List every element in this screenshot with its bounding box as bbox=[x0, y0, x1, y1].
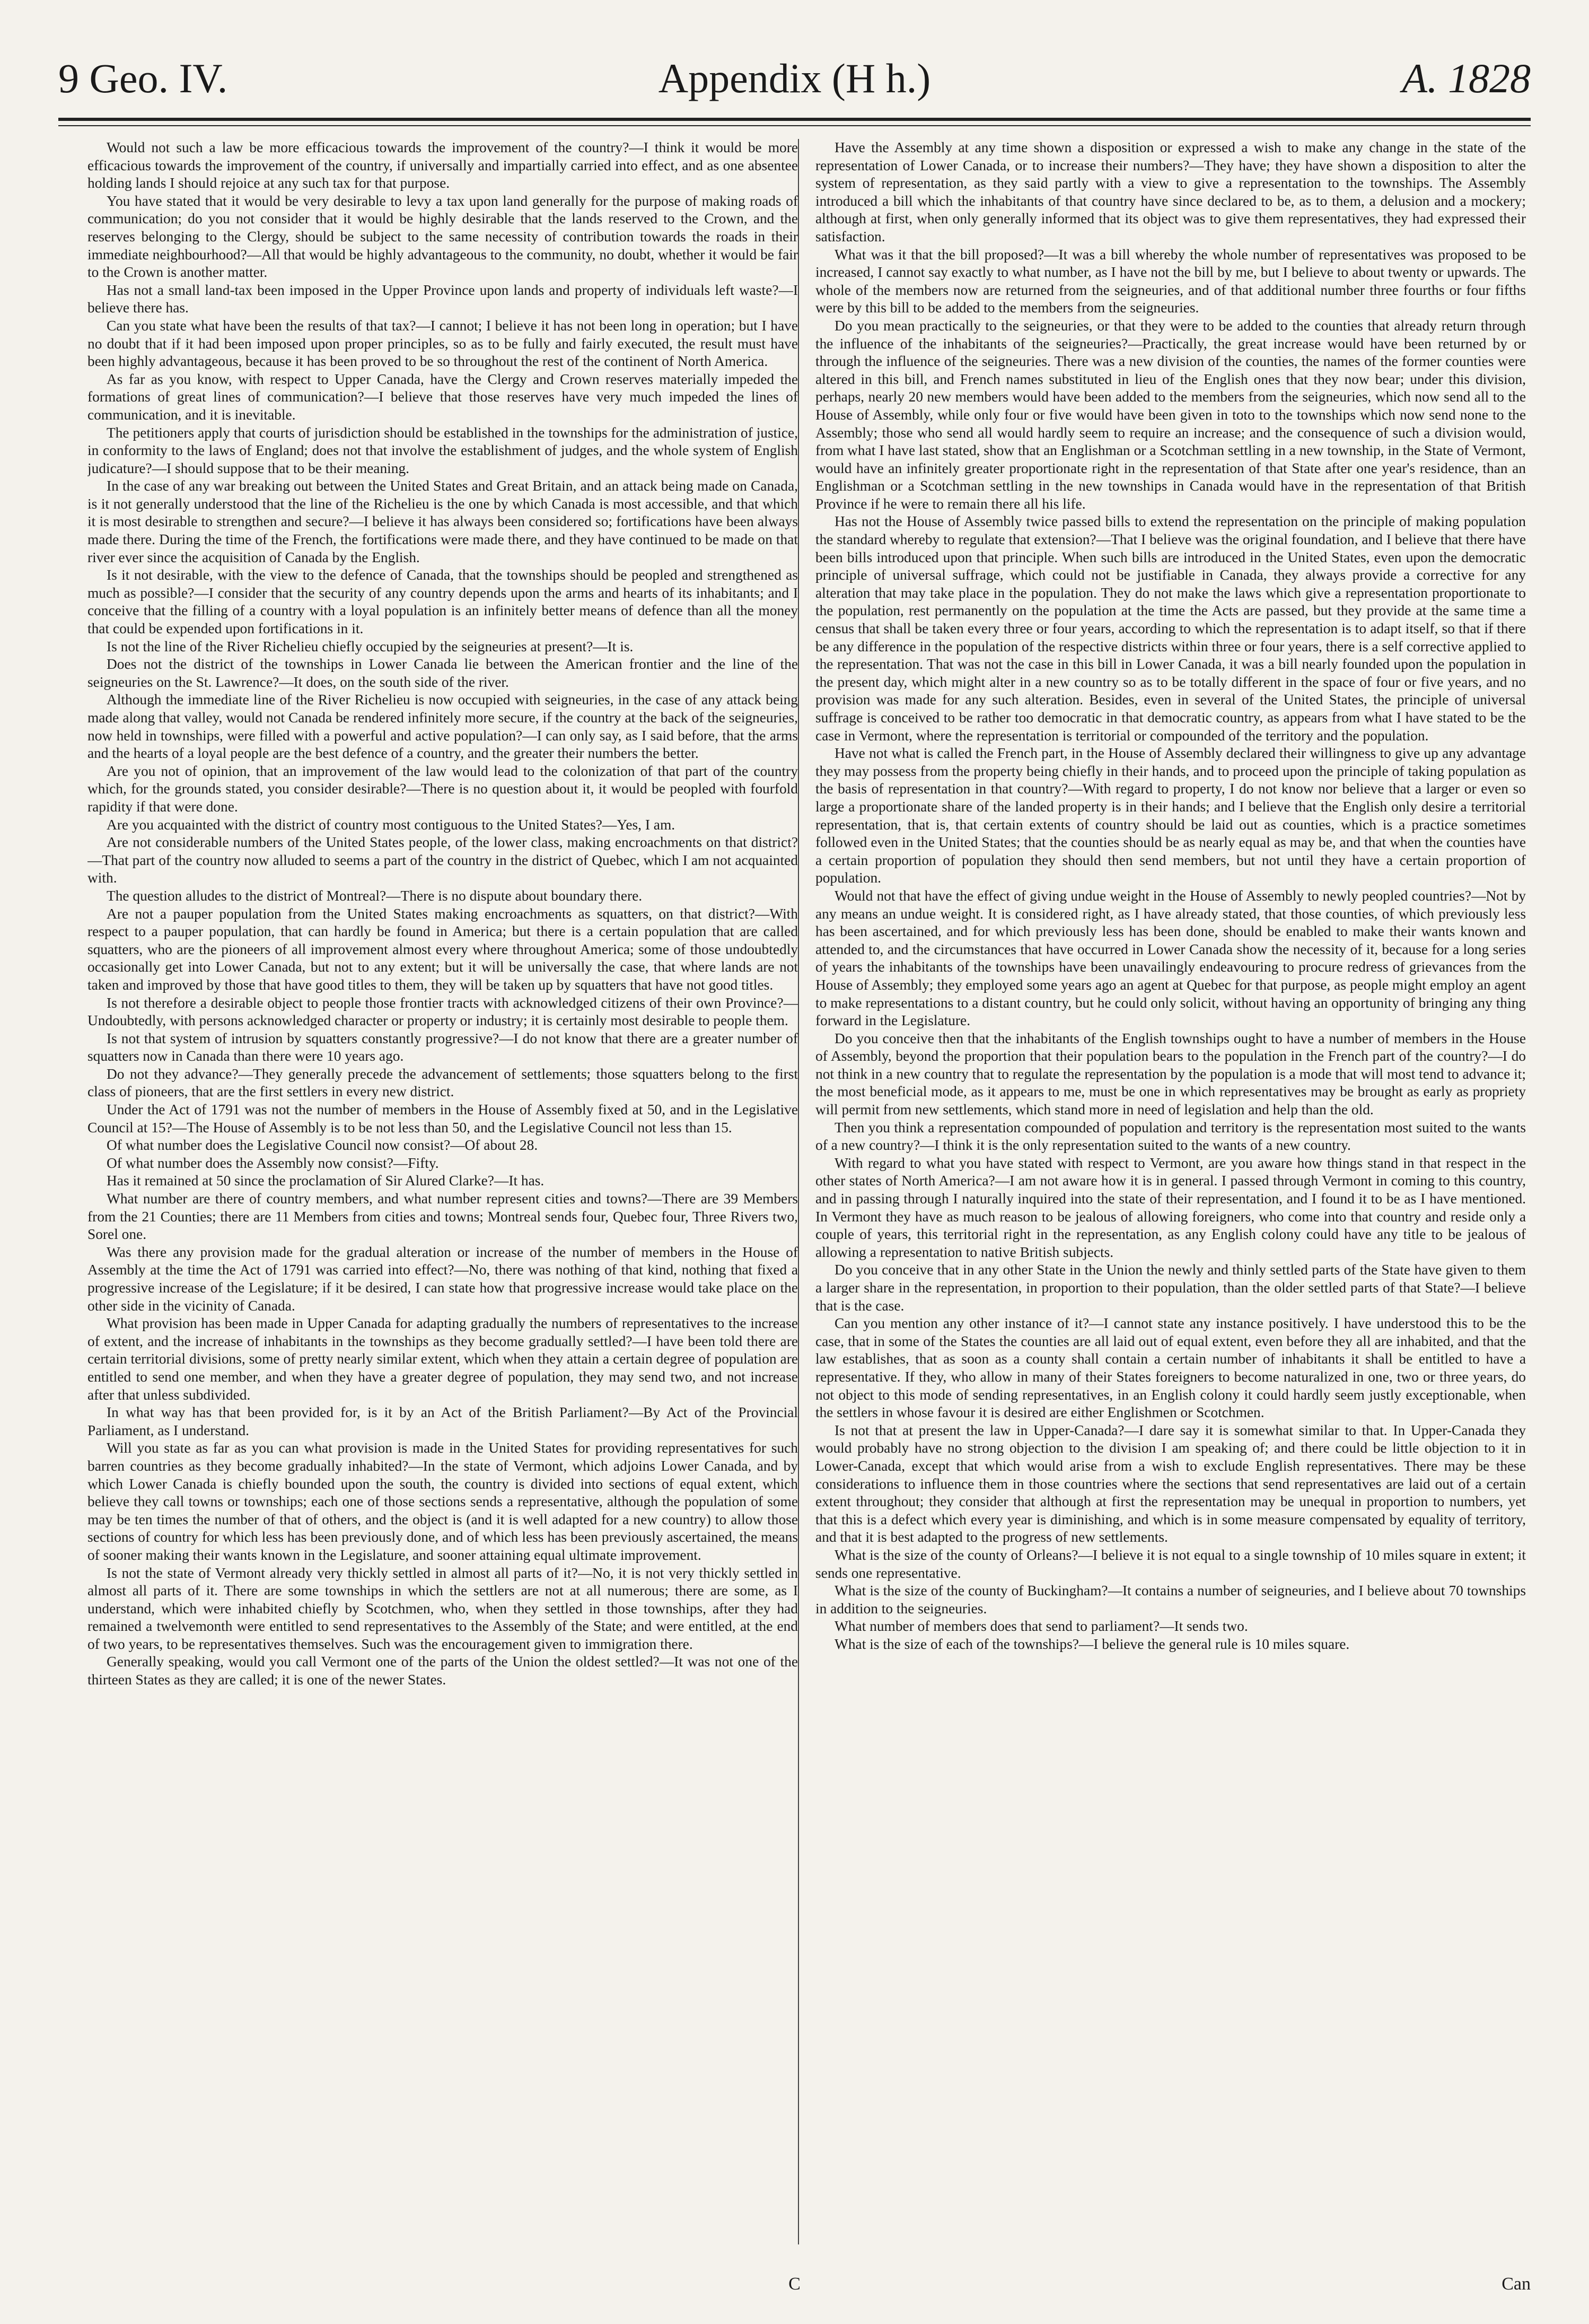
testimony-paragraph: What provision has been made in Upper Canada for adapting gradually the numbers of representatives to the increase of extent, and the increase of inhabitants in the townships as they become gradually settled?—I have been told there are certain territorial divisions, some of pretty nearly similar extent, which when they attain a certain degree of population are entitled to send one member, and when they have a greater degree of population, they may send two, and not increase after that unless subdivided. bbox=[87, 1315, 798, 1403]
testimony-paragraph: In what way has that been provided for, is it by an Act of the British Parliament?—By Act of the Provincial Parliament, as I understand. bbox=[87, 1404, 798, 1438]
testimony-paragraph: Is not the line of the River Richelieu chiefly occupied by the seigneuries at present?—It is. bbox=[107, 638, 634, 654]
testimony-paragraph: Can you state what have been the results of that tax?—I cannot; I believe it has not been long in operation; but I have no doubt that if it had been imposed upon proper principles, so as to be fully and fairly executed, the result must have been highly advantageous, because it has been proved to be so throughout the rest of the continent of North America. bbox=[87, 317, 798, 370]
left-column bbox=[87, 139, 798, 2244]
testimony-paragraph: Is not therefore a desirable object to people those frontier tracts with acknowledged citizens of their own Province?—Undoubtedly, with persons acknowledged character or property or industry; it is certainly most desirable to people them. bbox=[87, 994, 798, 1029]
testimony-paragraph: What was it that the bill proposed?—It was a bill whereby the whole number of representatives was proposed to be increased, I cannot say exactly to what number, as I have not the bill by me, but I believe to about twenty or upwards. The whole of the members now are returned from the seigneuries, and of that additional number three fourths or four fifths were by this bill to be added to the members from the seigneuries. bbox=[815, 246, 1526, 316]
signature-mark: C bbox=[788, 2274, 801, 2294]
testimony-paragraph: Of what number does the Assembly now consist?—Fifty. bbox=[107, 1155, 439, 1171]
testimony-paragraph: Would not that have the effect of giving undue weight in the House of Assembly to newly peopled countries?—Not by any means an undue weight. It is considered right, as I have already stated, that those counties, of which previously less has been ascertained, and for which previously less has been done, should be enabled to make their wants known and attended to, and the circumstances that have occurred in Lower Canada show the necessity of it, because for a long series of years the inhabitants of the townships have been unavailingly endeavouring to procure redress of grievances from the House of Assembly; they employed some years ago an agent at Quebec for that purpose, as people might employ an agent to make representations to a distant country, but he could only solicit, without having an opportunity of bringing any thing forward in the Legislature. bbox=[815, 887, 1526, 1029]
header-year: A. 1828 bbox=[1402, 55, 1531, 101]
testimony-paragraph: Do you mean practically to the seigneuries, or that they were to be added to the counties that already return through the influence of the inhabitants of the seigneuries?—Practically, the great increase would have been returned by or through the influence of the seigneuries. There was a new division of the counties, the names of the former counties were altered in this bill, and French names substituted in lieu of the English ones that they now bear; under this division, perhaps, nearly 20 new members would have been added to the members from the seigneuries, which now send all to the House of Assembly, while only four or five would have been given in toto to the townships which now send none to the Assembly; those who send all would hardly seem to require an increase; and the consequence of such a division would, from what I have last stated, show that an Englishman or a Scotchman settling in a new township, in the State of Vermont, would have an infinitely greater proportionate right in the representation of that State after one year's residence, than an Englishman or a Scotchman settling in the new townships in Canada would have in the representation of that British Province if he were to remain there all his life. bbox=[815, 317, 1526, 512]
testimony-paragraph: Has it remained at 50 since the proclamation of Sir Alured Clarke?—It has. bbox=[107, 1173, 545, 1189]
testimony-paragraph: Was there any provision made for the gradual alteration or increase of the number of members in the House of Assembly at the time the Act of 1791 was carried into effect?—No, there was nothing of that kind, nothing that fixed a progressive increase of the Legislature; if it be desired, I can state how that progressive increase would take place on the other side in the vicinity of Canada. bbox=[87, 1244, 798, 1314]
testimony-paragraph: Are not considerable numbers of the United States people, of the lower class, making encroachments on that district?—That part of the country now alluded to seems a part of the country in the district of Quebec, which I am not acquainted with. bbox=[87, 834, 798, 886]
testimony-paragraph: Would not such a law be more efficacious towards the improvement of the country?—I think it would be more efficacious towards the improvement of the country, if universally and impartially carried into effect, and as one absentee holding lands I should rejoice at any such tax for that purpose. bbox=[87, 139, 798, 191]
header-appendix-title: Appendix (H h.) bbox=[658, 55, 931, 101]
testimony-paragraph: Has not the House of Assembly twice passed bills to extend the representation on the principle of making population the standard whereby to regulate that extension?—That I believe was the original foundation, and I believe that there have been bills introduced upon that principle. When such bills are introduced in the United States, even upon the democratic principle of universal suffrage, which could not be justifiable in Canada, they always provide a corrective for any alteration that may take place in the population. They do not make the laws which give a representation proportionate to the population, rest permanently on the population at the time the Acts are passed, but they provide at the same time a census that shall be taken every three or four years, according to which the representation is to adapt itself, so that if there be any difference in the population of the respective districts within three or four years, there is a self corrective applied to the representation. That was not the case in this bill in Lower Canada, it was a bill nearly founded upon the population in the present day, which might alter in a new country so as to be totally different in the space of four or five years, and no provision was made for any such alteration. Besides, even in several of the United States, the principle of universal suffrage is conceived to be rather too democratic in that democratic country, as appears from what I have stated to be the case in Vermont, where the representation is territorial or compounded of the territory and the population. bbox=[815, 513, 1526, 744]
header-rule-thin bbox=[58, 125, 1531, 126]
testimony-paragraph: Is not that system of intrusion by squatters constantly progressive?—I do not know that there are a greater number of squatters now in Canada than there were 10 years ago. bbox=[87, 1030, 798, 1064]
testimony-paragraph: Is it not desirable, with the view to the defence of Canada, that the townships should be peopled and strengthened as much as possible?—I consider that the security of any country depends upon the arms and hearts of its inhabitants; and I conceive that the filling of a country with a loyal population is an infinitely better means of defence than all the money that could be expended upon fortifications in it. bbox=[87, 567, 798, 637]
text-columns bbox=[58, 139, 1531, 2244]
testimony-paragraph: What is the size of each of the townships?—I believe the general rule is 10 miles square. bbox=[835, 1636, 1350, 1652]
testimony-paragraph: Can you mention any other instance of it?—I cannot state any instance positively. I have understood this to be the case, that in some of the States the counties are all laid out of equal extent, even before they all are inhabited, and that the law establishes, that as soon as a county shall contain a certain number of inhabitants it shall be entitled to have a representative. If they, who allow in many of their States foreigners to become naturalized in one, two or three years, do not object to this mode of sending representatives, in an English colony it could hardly seem justly exceptionable, when the settlers in whose favour it is desired are either Englishmen or Scotchmen. bbox=[815, 1315, 1526, 1421]
column-divider bbox=[798, 139, 799, 2244]
running-header bbox=[58, 47, 1531, 110]
testimony-paragraph: Have not what is called the French part, in the House of Assembly declared their willingness to give up any advantage they may possess from the property being chiefly in their hands, and to proceed upon the principle of taking population as the basis of representation in that country?—With regard to property, I do not know nor believe that a larger or even so large a proportionate share of the landed property is in their hands; and I believe that the English only desire a territorial representation, that is, that certain extents of country should be laid out as counties, which is a practice sometimes followed even in the United States; that the counties should be as nearly equal as may be, and that when the counties have a certain proportion of population they should then send members, but not until they have a certain proportion of population. bbox=[815, 745, 1526, 886]
testimony-paragraph: What number are there of country members, and what number represent cities and towns?—There are 39 Members from the 21 Counties; there are 11 Members from cities and towns; Montreal sends four, Quebec four, Three Rivers two, Sorel one. bbox=[87, 1191, 798, 1243]
testimony-paragraph: Have the Assembly at any time shown a disposition or expressed a wish to make any change in the state of the representation of Lower Canada, or to increase their numbers?—They have; they have shown a disposition to alter the system of representation, as they said partly with a view to give a representation to the townships. The Assembly introduced a bill which the inhabitants of that country have since declared to be, as to them, a delusion and a mockery; although at first, when only generally informed that its object was to give them representatives, they had expressed their satisfaction. bbox=[815, 139, 1526, 244]
testimony-paragraph: The question alludes to the district of Montreal?—There is no dispute about boundary there. bbox=[107, 887, 643, 904]
testimony-paragraph: Are not a pauper population from the United States making encroachments as squatters, on that district?—With respect to a pauper population, that can hardly be found in America; but there is a certain population that are called squatters, who are the pioneers of all improvement almost every where throughout America; some of those undoubtedly occasionally get into Lower Canada, but not to any extent; but it will be universally the case, that where lands are not taken and improved by those that have good titles to them, they will be taken up by squatters that have not good titles. bbox=[87, 905, 798, 993]
testimony-paragraph: What is the size of the county of Orleans?—I believe it is not equal to a single township of 10 miles square in extent; it sends one representative. bbox=[815, 1547, 1526, 1581]
testimony-paragraph: Do not they advance?—They generally precede the advancement of settlements; those squatters belong to the first class of pioneers, that are the first settlers in every new district. bbox=[87, 1065, 798, 1100]
testimony-paragraph: You have stated that it would be very desirable to levy a tax upon land generally for the purpose of making roads of communication; do you not consider that it would be highly desirable that the lands reserved to the Crown, and the reserves belonging to the Clergy, should be subject to the same necessity of contribution towards the roads in their immediate neighbourhood?—All that would be highly advantageous to the community, no doubt, whether it would be fair to the Crown is another matter. bbox=[87, 193, 798, 281]
testimony-paragraph: In the case of any war breaking out between the United States and Great Britain, and an attack being made on Canada, is it not generally understood that the line of the Richelieu is the one by which Canada is most accessible, and that which it is most desirable to strengthen and secure?—I believe it has always been considered so; fortifications have been always made there. During the time of the French, the fortifications were made there, and they have continued to be made on that river ever since the acquisition of Canada by the English. bbox=[87, 478, 798, 565]
testimony-paragraph: As far as you know, with respect to Upper Canada, have the Clergy and Crown reserves materially impeded the formations of great lines of communication?—I believe that those reserves have very much impeded the lines of communication, and it is inevitable. bbox=[87, 371, 798, 423]
testimony-paragraph: Do you conceive then that the inhabitants of the English townships ought to have a number of members in the House of Assembly, beyond the proportion that their population bears to the population in the French part of the country?—I do not think in a new country that to regulate the representation by the population is a mode that will most tend to advance it; the most beneficial mode, as it appears to me, must be one in which representatives may be brought as early as propriety will permit from new settlements, which stand more in need of legislation and help than the old. bbox=[815, 1030, 1526, 1118]
testimony-paragraph: With regard to what you have stated with respect to Vermont, are you aware how things stand in that respect in the other states of North America?—I am not aware how it is in general. I passed through Vermont in coming to this country, and in passing through I naturally inquired into the state of their representation, and I found it to be as I have mentioned. In Vermont they have as much reason to be jealous of allowing foreigners, who come into that country and reside only a couple of years, this territorial right in the representation, as any English colony could have any title to be jealous of allowing a representation to native British subjects. bbox=[815, 1155, 1526, 1260]
page-footer bbox=[58, 2266, 1531, 2303]
testimony-paragraph: Is not the state of Vermont already very thickly settled in almost all parts of it?—No, it is not very thickly settled in almost all parts of it. There are some townships in which the settlers are not at all numerous; there are some, as I understand, which were inhabited chiefly by Scotchmen, who, when they settled in those townships, after they had remained a twelvemonth were entitled to send representatives to the Assembly of the State; and were entitled, at the end of two years, to be representatives themselves. Such was the encouragement given to immigration there. bbox=[87, 1565, 798, 1652]
catchword: Can bbox=[1502, 2274, 1531, 2294]
testimony-paragraph: Although the immediate line of the River Richelieu is now occupied with seigneuries, in the case of any attack being made along that valley, would not Canada be rendered infinitely more secure, if the country at the back of the seigneuries, now held in townships, were filled with a powerful and active population?—I can only say, as I said before, that the arms and the hearts of a loyal people are the best defence of a country, and the greater their numbers the better. bbox=[87, 692, 798, 762]
testimony-paragraph: The petitioners apply that courts of jurisdiction should be established in the townships for the administration of justice, in conformity to the laws of England; does not that involve the establishment of judges, and the whole system of English judicature?—I should suppose that to be their meaning. bbox=[87, 424, 798, 476]
testimony-paragraph: Will you state as far as you can what provision is made in the United States for providing representatives for such barren countries as they become gradually inhabited?—In the state of Vermont, which adjoins Lower Canada, and by which Lower Canada is chiefly bounded upon the south, the country is divided into sections of equal extent, which believe they call towns or townships; each one of those sections sends a representative, although the population of some may be ten times the number of that of others, and the object is (and it is well adapted for a new country) to allow those sections of country for which less has been previously done, and of which less has been previously ascertained, the means of sooner making their wants known in the Legislature, and sooner attaining equal ultimate improvement. bbox=[87, 1440, 798, 1563]
testimony-paragraph: Generally speaking, would you call Vermont one of the parts of the Union the oldest settled?—It was not one of the thirteen States as they are called; it is one of the newer States. bbox=[87, 1654, 798, 1688]
testimony-paragraph: What is the size of the county of Buckingham?—It contains a number of seigneuries, and I believe about 70 townships in addition to the seigneuries. bbox=[815, 1583, 1526, 1617]
testimony-paragraph: What number of members does that send to parliament?—It sends two. bbox=[835, 1618, 1248, 1635]
testimony-paragraph: Does not the district of the townships in Lower Canada lie between the American frontier and the line of the seigneuries on the St. Lawrence?—It does, on the south side of the river. bbox=[87, 656, 798, 690]
testimony-paragraph: Of what number does the Legislative Council now consist?—Of about 28. bbox=[107, 1137, 538, 1154]
right-column bbox=[815, 139, 1526, 2244]
testimony-paragraph: Are you not of opinion, that an improvement of the law would lead to the colonization of that part of the country which, for the grounds stated, you consider desirable?—There is no question about it, it would be peopled with fourfold rapidity if that were done. bbox=[87, 763, 798, 815]
testimony-paragraph: Do you conceive that in any other State in the Union the newly and thinly settled parts of the State have given to them a larger share in the representation, in proportion to their population, than the older settled parts of that State?—I believe that is the case. bbox=[815, 1262, 1526, 1314]
header-rule-thick bbox=[58, 118, 1531, 121]
testimony-paragraph: Are you acquainted with the district of country most contiguous to the United States?—Yes, I am. bbox=[107, 816, 675, 833]
header-session: 9 Geo. IV. bbox=[58, 55, 228, 101]
testimony-paragraph: Under the Act of 1791 was not the number of members in the House of Assembly fixed at 50, and in the Legislative Council at 15?—The House of Assembly is to be not less than 50, and the Legislative Council not less than 15. bbox=[87, 1102, 798, 1135]
testimony-paragraph: Has not a small land-tax been imposed in the Upper Province upon lands and property of individuals left waste?—I believe there has. bbox=[87, 282, 798, 316]
testimony-paragraph: Then you think a representation compounded of population and territory is the representation most suited to the wants of a new country?—I think it is the only representation suited to the wants of a new country. bbox=[815, 1119, 1526, 1154]
testimony-paragraph: Is not that at present the law in Upper-Canada?—I dare say it is somewhat similar to that. In Upper-Canada they would probably have no strong objection to the division I am speaking of; and there could be little objection to it in Lower-Canada, except that which would arise from a wish to exclude English representatives. There may be these considerations to influence them in those countries where the sections that send representatives are laid out of a certain extent throughout; they consider that although at first the representation may be unequal in proportion to numbers, yet that this is a defect which every year is diminishing, and which is in some measure compensated by equality of territory, and that it is best adapted to the progress of new settlements. bbox=[815, 1422, 1526, 1545]
